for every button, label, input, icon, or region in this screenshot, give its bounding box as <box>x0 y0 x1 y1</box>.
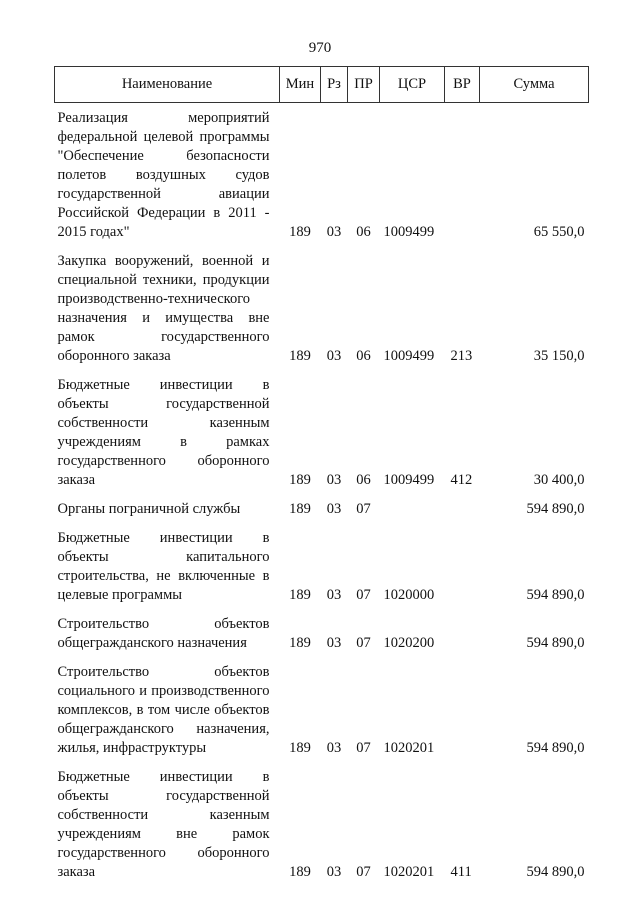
header-min: Мин <box>280 67 321 103</box>
header-name: Наименование <box>55 67 280 103</box>
table-row <box>55 244 589 368</box>
row-vr: 412 <box>450 472 473 488</box>
header-csr: ЦСР <box>380 67 445 103</box>
row-csr: 1020200 <box>383 635 435 651</box>
header-sum: Сумма <box>480 67 589 103</box>
row-pr: 07 <box>356 740 371 756</box>
row-min: 189 <box>289 635 311 651</box>
row-pr: 07 <box>356 635 371 651</box>
row-name: Бюджетные инвестиции в объекты государственной собственности казенным учреждениям вне рамок государственного оборонного заказа <box>57 769 270 880</box>
row-rz: 03 <box>326 472 342 488</box>
row-csr: 1020201 <box>383 864 435 880</box>
row-sum: 65 550,0 <box>533 224 585 240</box>
table-row <box>55 607 589 655</box>
row-vr <box>445 655 480 760</box>
page-number: 970 <box>308 40 332 56</box>
row-vr <box>445 607 480 655</box>
row-pr: 07 <box>356 864 371 880</box>
row-pr: 07 <box>356 587 371 603</box>
row-rz: 03 <box>326 740 342 756</box>
row-rz: 03 <box>326 224 342 240</box>
budget-table <box>54 66 589 884</box>
row-min: 189 <box>289 348 311 364</box>
row-name: Закупка вооружений, военной и специальной техники, продукции производственно-технического назначения и имущества вне рамок государственного оборонного заказа <box>57 253 270 364</box>
row-rz: 03 <box>326 864 342 880</box>
table-row <box>55 655 589 760</box>
row-csr: 1020201 <box>383 740 435 756</box>
row-name: Строительство объектов общегражданского назначения <box>57 616 270 651</box>
row-csr <box>380 492 445 521</box>
row-csr: 1009499 <box>383 224 435 240</box>
table-row <box>55 492 589 521</box>
table-row <box>55 103 589 245</box>
row-rz: 03 <box>326 635 342 651</box>
row-rz: 03 <box>326 348 342 364</box>
row-sum: 594 890,0 <box>526 740 585 756</box>
header-vr: ВР <box>445 67 480 103</box>
row-min: 189 <box>289 472 311 488</box>
row-min: 189 <box>289 224 311 240</box>
row-name: Органы пограничной службы <box>57 501 241 517</box>
row-name: Бюджетные инвестиции в объекты государственной собственности казенным учреждениям в рамках государственного оборонного заказа <box>57 377 270 488</box>
row-pr: 07 <box>356 501 371 517</box>
row-min: 189 <box>289 501 311 517</box>
table-row <box>55 368 589 492</box>
row-name: Бюджетные инвестиции в объекты капитального строительства, не включенные в целевые программы <box>57 530 270 603</box>
row-min: 189 <box>289 740 311 756</box>
header-rz: Рз <box>321 67 348 103</box>
row-min: 189 <box>289 864 311 880</box>
header-pr: ПР <box>348 67 380 103</box>
row-csr: 1009499 <box>383 348 435 364</box>
row-vr <box>445 521 480 607</box>
table-row <box>55 521 589 607</box>
row-vr: 411 <box>450 864 472 880</box>
row-vr <box>445 103 480 245</box>
row-vr <box>445 492 480 521</box>
row-sum: 30 400,0 <box>533 472 585 488</box>
row-name: Реализация мероприятий федеральной целевой программы "Обеспечение безопасности полетов воздушных судов государственной авиации Российской Федерации в 2011 - 2015 годах" <box>57 110 270 240</box>
table-header-row <box>55 67 589 103</box>
row-rz: 03 <box>326 501 342 517</box>
row-csr: 1020000 <box>383 587 435 603</box>
table-row <box>55 760 589 884</box>
row-sum: 594 890,0 <box>526 501 585 517</box>
row-sum: 594 890,0 <box>526 587 585 603</box>
row-sum: 594 890,0 <box>526 635 585 651</box>
row-vr: 213 <box>450 348 473 364</box>
row-csr: 1009499 <box>383 472 435 488</box>
row-rz: 03 <box>326 587 342 603</box>
row-pr: 06 <box>356 472 371 488</box>
row-pr: 06 <box>356 348 371 364</box>
row-sum: 594 890,0 <box>526 864 585 880</box>
row-min: 189 <box>289 587 311 603</box>
row-pr: 06 <box>356 224 371 240</box>
row-name: Строительство объектов социального и производственного комплексов, в том числе объектов общегражданского назначения, жилья, инфраструктуры <box>57 664 270 756</box>
row-sum: 35 150,0 <box>533 348 585 364</box>
